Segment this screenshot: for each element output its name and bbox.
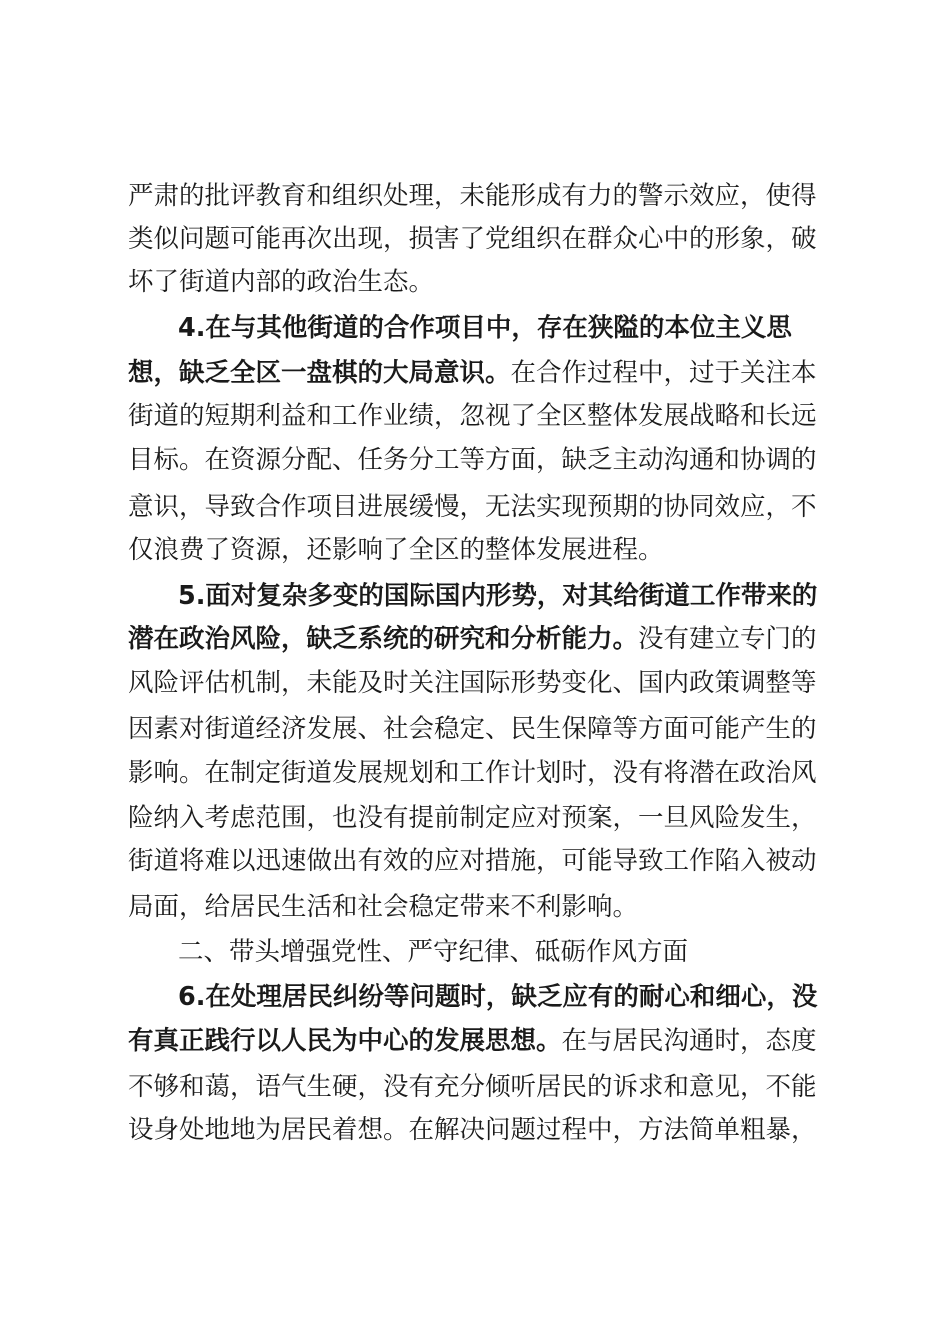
text-line-15 <box>128 796 822 840</box>
text-line-10 <box>178 574 822 618</box>
body-text: 影响。在制定街道发展规划和工作计划时，没有将潜在政治风 <box>128 758 817 788</box>
text-line-4 <box>178 306 822 350</box>
body-text: 类似问题可能再次出现，损害了党组织在群众心中的形象，破 <box>128 224 817 254</box>
bold-lead: 有真正践行以人民为中心的发展思想。 <box>128 1026 562 1056</box>
body-text: 设身处地地为居民着想。在解决问题过程中，方法简单粗暴， <box>128 1115 817 1145</box>
bold-lead: 潜在政治风险，缺乏系统的研究和分析能力。 <box>128 624 639 654</box>
text-line-21 <box>128 1065 822 1109</box>
bold-lead: 6.在处理居民纠纷等问题时，缺乏应有的耐心和细心，没 <box>178 982 818 1012</box>
text-line-14 <box>128 751 822 795</box>
body-text: 因素对街道经济发展、社会稳定、民生保障等方面可能产生的 <box>128 714 817 744</box>
text-line-13 <box>128 707 822 751</box>
bold-lead: 5.面对复杂多变的国际国内形势，对其给街道工作带来的 <box>178 581 818 611</box>
body-text: 局面，给居民生活和社会稳定带来不利影响。 <box>128 892 639 922</box>
text-line-6 <box>128 394 822 438</box>
section-heading <box>178 930 822 974</box>
text-line-8 <box>128 485 822 529</box>
bold-lead: 想，缺乏全区一盘棋的大局意识。 <box>128 358 511 388</box>
text-line-9 <box>128 528 822 572</box>
text-line-1 <box>128 174 822 218</box>
body-text: 坏了街道内部的政治生态。 <box>128 267 435 297</box>
bold-lead: 4.在与其他街道的合作项目中，存在狭隘的本位主义思 <box>178 313 792 343</box>
body-text: 意识，导致合作项目进展缓慢，无法实现预期的协同效应，不 <box>128 492 817 522</box>
text-line-12 <box>128 661 822 705</box>
body-text: 目标。在资源分配、任务分工等方面，缺乏主动沟通和协调的 <box>128 445 817 475</box>
body-text: 街道的短期利益和工作业绩，忽视了全区整体发展战略和长远 <box>128 401 817 431</box>
body-text: 没有建立专门的 <box>638 624 817 654</box>
text-line-11 <box>128 617 822 661</box>
body-text: 街道将难以迅速做出有效的应对措施，可能导致工作陷入被动 <box>128 846 817 876</box>
text-line-16 <box>128 839 822 883</box>
body-text: 二、带头增强党性、严守纪律、砥砺作风方面 <box>178 937 689 967</box>
body-text: 在合作过程中，过于关注本 <box>510 358 817 388</box>
body-text: 不够和蔼，语气生硬，没有充分倾听居民的诉求和意见，不能 <box>128 1072 817 1102</box>
text-line-3 <box>128 260 822 304</box>
body-text: 严肃的批评教育和组织处理，未能形成有力的警示效应，使得 <box>128 181 817 211</box>
text-line-2 <box>128 217 822 261</box>
body-text: 仅浪费了资源，还影响了全区的整体发展进程。 <box>128 535 664 565</box>
text-line-20 <box>128 1019 822 1063</box>
text-line-17 <box>128 885 822 929</box>
body-text: 险纳入考虑范围，也没有提前制定应对预案，一旦风险发生， <box>128 803 817 833</box>
body-text: 风险评估机制，未能及时关注国际形势变化、国内政策调整等 <box>128 668 817 698</box>
text-line-22 <box>128 1108 822 1152</box>
text-line-5 <box>128 351 822 395</box>
text-line-19 <box>178 975 822 1019</box>
body-text: 在与居民沟通时，态度 <box>561 1026 817 1056</box>
text-line-7 <box>128 438 822 482</box>
